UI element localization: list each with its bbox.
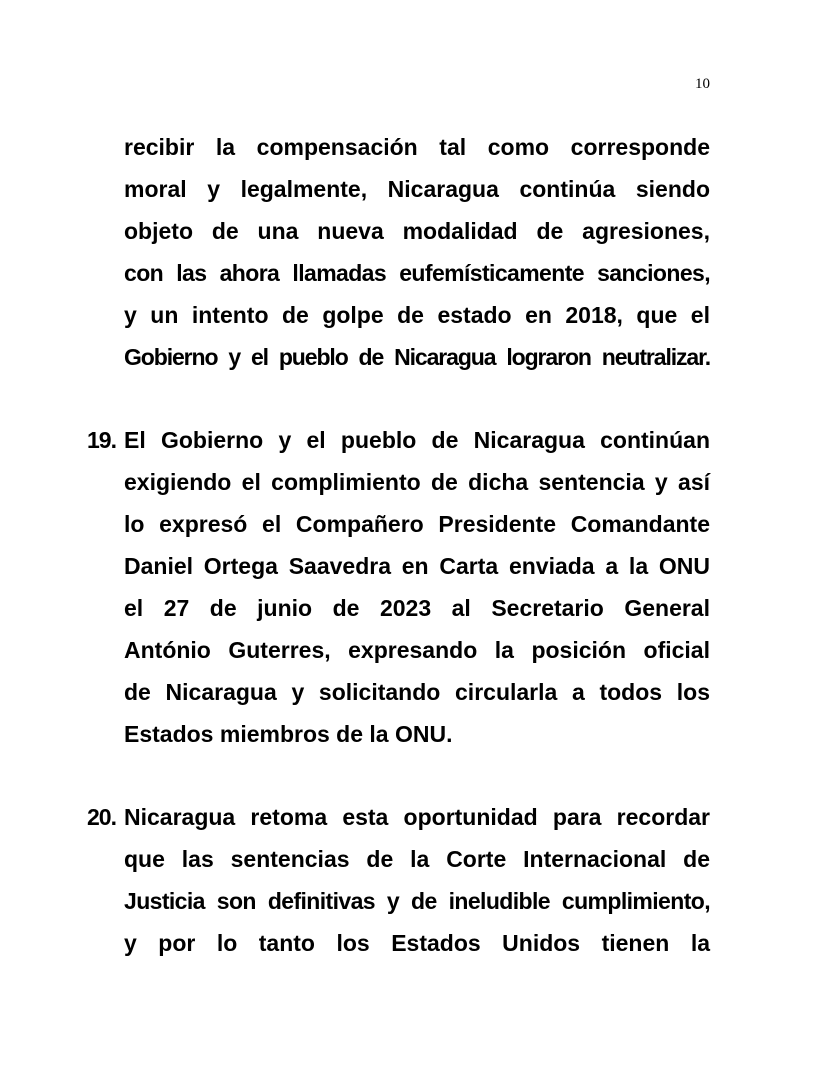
text-line: lo expresó el Compañero Presidente Comandante (124, 511, 710, 537)
paragraph-number: 19. (87, 427, 116, 453)
paragraph-continuation (124, 126, 710, 378)
page-number: 10 (695, 76, 710, 92)
paragraph-20 (124, 796, 710, 964)
text-line: y un intento de golpe de estado en 2018, que el (124, 302, 710, 328)
text-line: Nicaragua retoma esta oportunidad para recordar (124, 804, 710, 830)
text-line: moral y legalmente, Nicaragua continúa siendo (124, 176, 710, 202)
text-line: El Gobierno y el pueblo de Nicaragua continúan (124, 427, 710, 453)
text-line: que las sentencias de la Corte Internacional de (124, 846, 710, 872)
text-line: recibir la compensación tal como corresponde (124, 134, 710, 160)
text-line: el 27 de junio de 2023 al Secretario General (124, 595, 710, 621)
text-line: Daniel Ortega Saavedra en Carta enviada a la ONU (124, 553, 710, 579)
text-line: y por lo tanto los Estados Unidos tienen la (124, 930, 710, 956)
text-line: exigiendo el complimiento de dicha sentencia y así (124, 469, 710, 495)
text-line: Estados miembros de la ONU. (124, 721, 453, 747)
text-line: con las ahora llamadas eufemísticamente sanciones, (124, 260, 710, 286)
text-line: de Nicaragua y solicitando circularla a todos los (124, 679, 710, 705)
paragraph-19 (124, 419, 710, 755)
text-line: António Guterres, expresando la posición oficial (124, 637, 710, 663)
text-line: Justicia son definitivas y de ineludible cumplimiento, (124, 888, 710, 914)
paragraph-number: 20. (87, 804, 116, 830)
text-line: Gobierno y el pueblo de Nicaragua lograron neutralizar. (124, 344, 710, 370)
text-line: objeto de una nueva modalidad de agresiones, (124, 218, 710, 244)
